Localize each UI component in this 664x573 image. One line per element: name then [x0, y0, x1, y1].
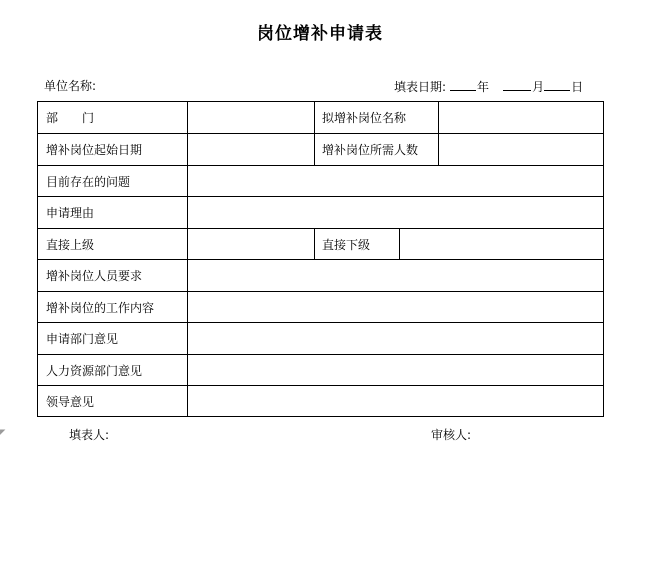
- headcount-value[interactable]: [438, 134, 603, 165]
- fill-date-area: [394, 78, 583, 95]
- department-value[interactable]: [187, 102, 314, 133]
- department-opinion-label: 申请部门意见: [46, 332, 119, 346]
- application-reason-label: 申请理由: [46, 206, 95, 220]
- day-blank[interactable]: [544, 78, 570, 91]
- table-row: [38, 229, 603, 260]
- table-row: [38, 292, 603, 323]
- unit-name-label: 单位名称:: [44, 79, 97, 93]
- department-label: 部 门: [46, 111, 95, 125]
- current-problems-value[interactable]: [187, 166, 603, 196]
- year-blank[interactable]: [450, 78, 476, 91]
- leader-opinion-label: 领导意见: [46, 394, 95, 409]
- department-opinion-value[interactable]: [187, 323, 603, 354]
- filler-label: 填表人:: [69, 428, 110, 442]
- direct-subordinate-label: 直接下级: [322, 237, 371, 252]
- leader-opinion-value[interactable]: [187, 386, 603, 416]
- table-row: [38, 166, 603, 197]
- current-problems-label: 目前存在的问题: [46, 174, 131, 189]
- table-row: [38, 355, 603, 386]
- table-row: [38, 197, 603, 229]
- proposed-position-name-value[interactable]: [438, 102, 603, 133]
- application-form-table: [37, 101, 604, 417]
- personnel-requirements-value[interactable]: [187, 260, 603, 291]
- paragraph-corner-icon: ◤: [0, 428, 6, 436]
- direct-subordinate-value[interactable]: [399, 229, 603, 259]
- table-row: [38, 260, 603, 292]
- application-reason-value[interactable]: [187, 197, 603, 228]
- fill-date-label: 填表日期:: [394, 80, 447, 94]
- reviewer-label: 审核人:: [431, 428, 472, 442]
- year-char: 年: [477, 80, 490, 94]
- table-row: [38, 134, 603, 166]
- hr-opinion-label: 人力资源部门意见: [46, 363, 143, 378]
- start-date-label: 增补岗位起始日期: [46, 143, 143, 157]
- day-char: 日: [571, 80, 584, 94]
- table-row: [38, 323, 603, 355]
- month-char: 月: [532, 80, 545, 94]
- table-row: [38, 102, 603, 134]
- table-row: [38, 386, 603, 416]
- job-content-label: 增补岗位的工作内容: [46, 300, 155, 315]
- page-title: 岗位增补申请表: [257, 24, 383, 44]
- hr-opinion-value[interactable]: [187, 355, 603, 385]
- month-blank[interactable]: [503, 78, 531, 91]
- proposed-position-name-label: 拟增补岗位名称: [322, 111, 407, 125]
- personnel-requirements-label: 增补岗位人员要求: [46, 269, 143, 283]
- start-date-value[interactable]: [187, 134, 314, 165]
- direct-superior-value[interactable]: [187, 229, 314, 259]
- direct-superior-label: 直接上级: [46, 237, 95, 252]
- job-content-value[interactable]: [187, 292, 603, 322]
- headcount-label: 增补岗位所需人数: [322, 143, 419, 157]
